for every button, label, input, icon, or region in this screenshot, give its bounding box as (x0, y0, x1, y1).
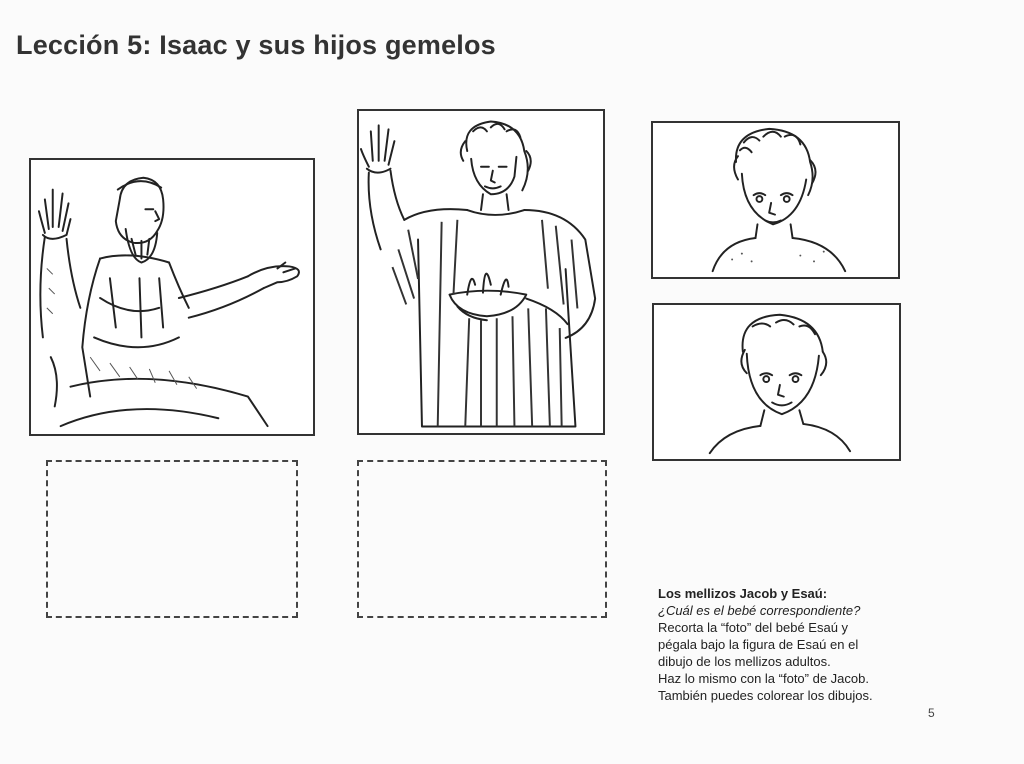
young-man-illustration (357, 109, 605, 435)
page-number: 5 (928, 706, 935, 720)
baby-one-photo (651, 121, 900, 279)
instructions-block (658, 585, 928, 704)
instructions-line: Haz lo mismo con la “foto” de Jacob. (658, 671, 869, 686)
instructions-heading: Los mellizos Jacob y Esaú: (658, 586, 828, 601)
instructions-line: Recorta la “foto” del bebé Esaú y (658, 620, 849, 635)
instructions-line: También puedes colorear los dibujos. (658, 688, 873, 703)
baby-two-photo (652, 303, 901, 461)
instructions-question: ¿Cuál es el bebé correspondiente? (658, 603, 861, 618)
old-man-illustration (29, 158, 315, 436)
paste-area-left (46, 460, 298, 618)
instructions-line: dibujo de los mellizos adultos. (658, 654, 831, 669)
instructions-line: pégala bajo la figura de Esaú en el (658, 637, 859, 652)
baby-one-drawing (653, 123, 898, 277)
paste-area-right (357, 460, 607, 618)
page-title: Lección 5: Isaac y sus hijos gemelos (16, 30, 496, 60)
baby-two-drawing (654, 305, 899, 459)
old-man-drawing (31, 160, 313, 434)
young-man-drawing (359, 111, 603, 433)
